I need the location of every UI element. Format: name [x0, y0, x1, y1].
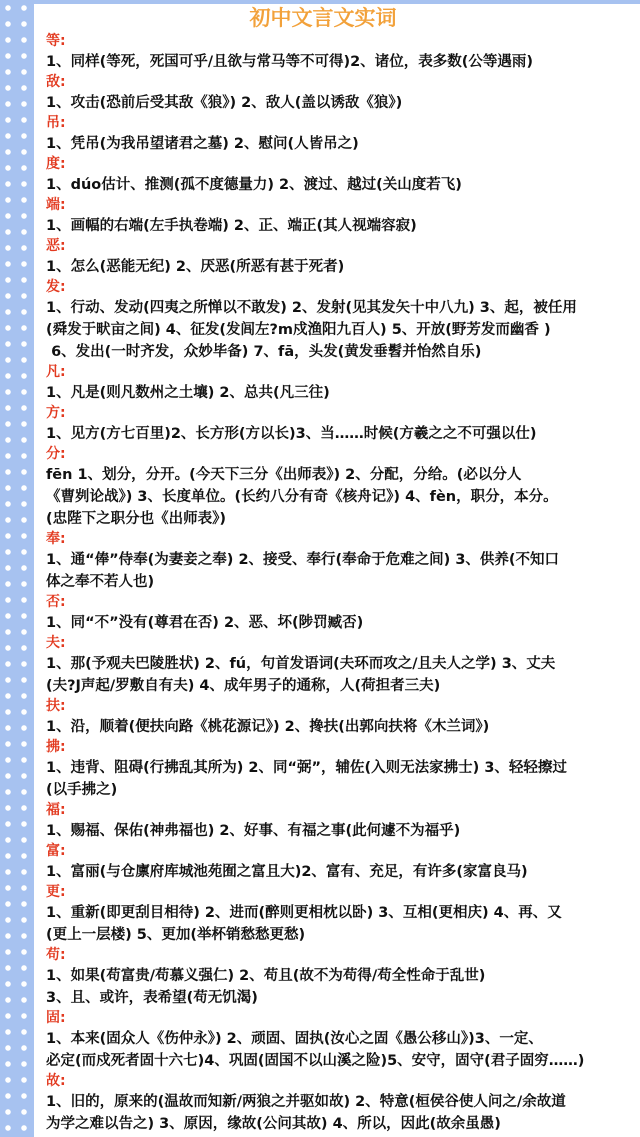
entry: [46, 363, 640, 404]
entry-headword: 奉:: [46, 531, 66, 547]
entry-headword: 等:: [46, 33, 66, 49]
entry-definition-line: 6、发出(一时齐发，众妙毕备) 7、fā，头发(黄发垂髫并怡然自乐): [46, 344, 482, 360]
entry-list: [46, 32, 640, 1135]
entry-headword: 富:: [46, 843, 66, 859]
entry-definition-line: (舜发于畎亩之间) 4、征发(发闾左?m戍渔阳九百人) 5、开放(野芳发而幽香 ): [46, 322, 551, 338]
entry-definition-line: 1、见方(方七百里)2、长方形(方以长)3、当……时候(方羲之之不可强以仕): [46, 426, 537, 442]
entry-definition-line: 1、旧的，原来的(温故而知新/两狼之并驱如故) 2、特意(桓侯谷使人问之/余故道: [46, 1094, 566, 1110]
entry-definition-line: 3、且、或许，表希望(苟无饥渴): [46, 990, 258, 1006]
entry-headword: 发:: [46, 279, 66, 295]
entry-definition-line: (夫?J声起/罗敷自有夫) 4、成年男子的通称，人(荷担者三夫): [46, 678, 441, 694]
entry: [46, 634, 640, 697]
entry: [46, 697, 640, 738]
entry: [46, 883, 640, 946]
entry-definition-line: 1、dúo估计、推测(孤不度德量力) 2、渡过、越过(关山度若飞): [46, 177, 462, 193]
entry: [46, 593, 640, 634]
entry-headword: 固:: [46, 1010, 66, 1026]
entry-headword: 吊:: [46, 115, 66, 131]
entry-definition-line: 1、那(予观夫巴陵胜状) 2、fú，句首发语词(夫环而攻之/且夫人之学) 3、丈夫: [46, 656, 556, 672]
entry-headword: 故:: [46, 1073, 66, 1089]
entry-headword: 更:: [46, 884, 66, 900]
entry-definition-line: 1、违背、阻碍(行拂乱其所为) 2、同“弼”，辅佐(入则无法家拂士) 3、轻轻擦过: [46, 760, 567, 776]
entry-definition-line: fēn 1、划分，分开。(今天下三分《出师表》) 2、分配，分给。(必以分人: [46, 467, 522, 483]
entry: [46, 445, 640, 530]
entry-definition-line: 为学之难以告之) 3、原因，缘故(公问其故) 4、所以，因此(故余虽愚): [46, 1116, 501, 1132]
entry: [46, 404, 640, 445]
entry-headword: 否:: [46, 594, 66, 610]
entry: [46, 946, 640, 1009]
entry-headword: 拂:: [46, 739, 66, 755]
entry-headword: 分:: [46, 446, 66, 462]
entry-headword: 端:: [46, 197, 66, 213]
entry: [46, 1072, 640, 1135]
entry-headword: 扶:: [46, 698, 66, 714]
entry-definition-line: 1、如果(苟富贵/苟慕义强仁) 2、苟且(故不为苟得/苟全性命于乱世): [46, 968, 486, 984]
entry-definition-line: 1、画幅的右端(左手执卷端) 2、正、端正(其人视端容寂): [46, 218, 417, 234]
entry: [46, 842, 640, 883]
entry-definition-line: 必定(而戍死者固十六七)4、巩固(固国不以山溪之险)5、安守，固守(君子固穷……): [46, 1053, 585, 1069]
entry-definition-line: 1、沿，顺着(便扶向路《桃花源记》) 2、搀扶(出郭向扶将《木兰词》): [46, 719, 490, 735]
document-sheet: [34, 4, 640, 1137]
entry-definition-line: 1、攻击(恐前后受其敌《狼》) 2、敌人(盖以诱敌《狼》): [46, 95, 403, 111]
entry-definition-line: 1、同“不”没有(尊君在否) 2、恶、坏(陟罚臧否): [46, 615, 364, 631]
entry: [46, 237, 640, 278]
entry-definition-line: 1、怎么(恶能无纪) 2、厌恶(所恶有甚于死者): [46, 259, 345, 275]
entry: [46, 738, 640, 801]
entry-headword: 凡:: [46, 364, 66, 380]
entry-headword: 苟:: [46, 947, 66, 963]
entry-definition-line: 1、赐福、保佑(神弗福也) 2、好事、有福之事(此何遽不为福乎): [46, 823, 461, 839]
entry-definition-line: (以手拂之): [46, 782, 118, 798]
entry-definition-line: 1、通“俸”侍奉(为妻妾之奉) 2、接受、奉行(奉命于危难之间) 3、供养(不知口: [46, 552, 560, 568]
entry-definition-line: 1、同样(等死，死国可乎/且欲与常马等不可得)2、诸位，表多数(公等遇雨): [46, 54, 533, 70]
entry-definition-line: 1、凡是(则凡数州之土壤) 2、总共(凡三往): [46, 385, 330, 401]
entry-headword: 恶:: [46, 238, 66, 254]
entry-definition-line: 1、凭吊(为我吊望诸君之墓) 2、慰问(人皆吊之): [46, 136, 359, 152]
entry: [46, 1009, 640, 1072]
entry-headword: 方:: [46, 405, 66, 421]
entry: [46, 155, 640, 196]
entry-definition-line: 《曹刿论战》) 3、长度单位。(长约八分有奇《核舟记》) 4、fèn，职分，本分。: [46, 489, 558, 505]
entry-definition-line: 1、行动、发动(四夷之所惮以不敢发) 2、发射(见其发矢十中八九) 3、起，被任用: [46, 300, 577, 316]
entry: [46, 114, 640, 155]
entry: [46, 530, 640, 593]
entry-headword: 度:: [46, 156, 66, 172]
entry: [46, 32, 640, 73]
entry-definition-line: 1、富丽(与仓廪府库城池苑囿之富且大)2、富有、充足，有许多(家富良马): [46, 864, 528, 880]
entry-headword: 夫:: [46, 635, 66, 651]
entry: [46, 73, 640, 114]
entry: [46, 801, 640, 842]
entry-definition-line: 1、本来(固众人《伤仲永》) 2、顽固、固执(汝心之固《愚公移山》)3、一定、: [46, 1031, 543, 1047]
page-title: 初中文言文实词: [249, 6, 397, 30]
entry: [46, 196, 640, 237]
entry-definition-line: (更上一层楼) 5、更加(举杯销愁愁更愁): [46, 927, 306, 943]
entry-headword: 福:: [46, 802, 66, 818]
entry-definition-line: (忠陛下之职分也《出师表》): [46, 511, 227, 527]
entry-definition-line: 1、重新(即更刮目相待) 2、进而(醉则更相枕以卧) 3、互相(更相庆) 4、再、又: [46, 905, 562, 921]
entry-headword: 敌:: [46, 74, 66, 90]
entry: [46, 278, 640, 363]
entry-definition-line: 体之奉不若人也): [46, 574, 155, 590]
